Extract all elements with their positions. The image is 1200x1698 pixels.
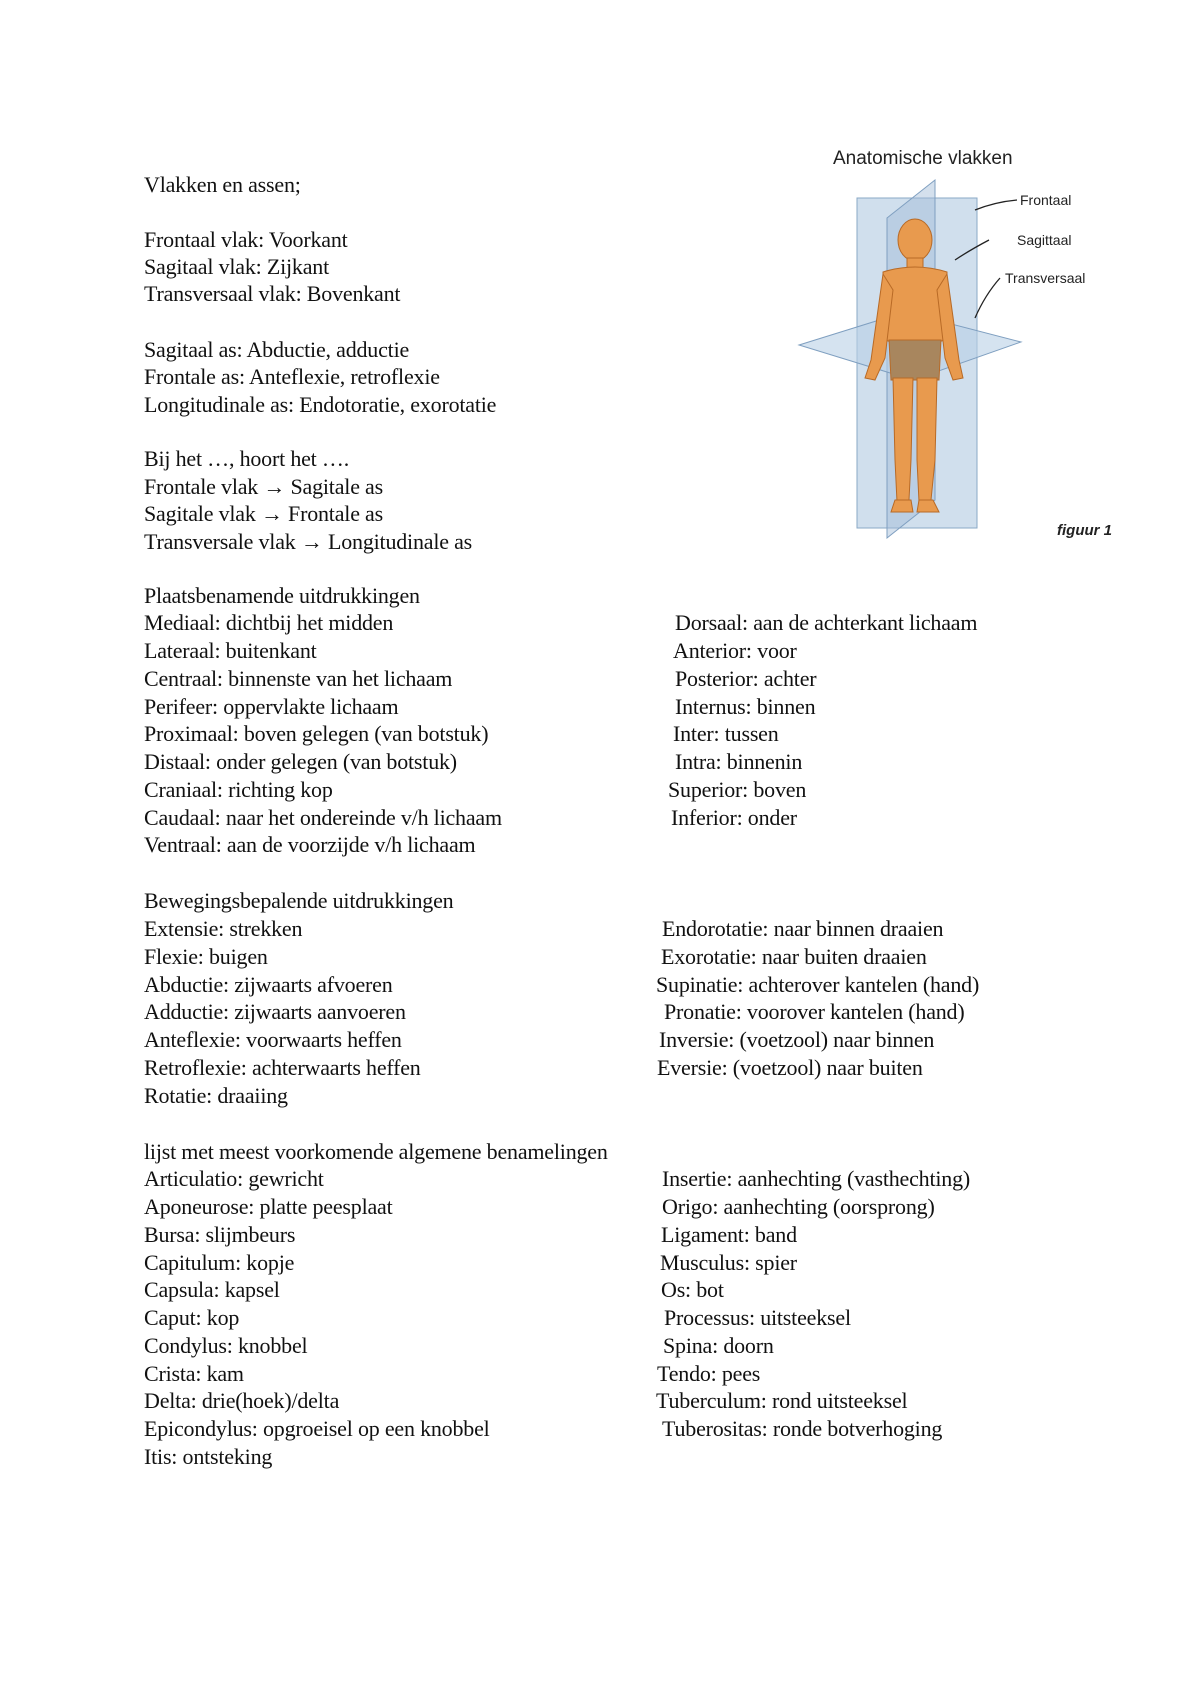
location-heading: Plaatsbenamende uitdrukkingen xyxy=(144,583,420,608)
general-term: Epicondylus: opgroeisel op een knobbel xyxy=(144,1416,490,1441)
label-transversaal: Transversaal xyxy=(1005,270,1086,286)
location-term: Internus: binnen xyxy=(675,694,816,719)
general-term: Ligament: band xyxy=(661,1222,797,1247)
movement-term: Exorotatie: naar buiten draaien xyxy=(661,944,927,969)
location-term: Centraal: binnenste van het lichaam xyxy=(144,666,453,691)
frontal-pointer xyxy=(975,200,1017,210)
movement-term: Pronatie: voorover kantelen (hand) xyxy=(664,999,965,1024)
figure-caption: figuur 1 xyxy=(1057,522,1112,539)
location-term: Dorsaal: aan de achterkant lichaam xyxy=(675,610,978,635)
movement-term: Flexie: buigen xyxy=(144,944,268,969)
location-term: Distaal: onder gelegen (van botstuk) xyxy=(144,749,457,774)
axis-definition: Longitudinale as: Endotoratie, exorotatie xyxy=(144,392,497,417)
movement-term: Extensie: strekken xyxy=(144,916,303,941)
movement-term: Retroflexie: achterwaarts heffen xyxy=(144,1055,421,1080)
general-term: Capsula: kapsel xyxy=(144,1277,280,1302)
general-term: Caput: kop xyxy=(144,1305,240,1330)
general-term: Origo: aanhechting (oorsprong) xyxy=(662,1194,935,1219)
location-term: Inferior: onder xyxy=(671,805,797,830)
general-term: Tuberculum: rond uitsteeksel xyxy=(656,1388,908,1413)
movement-term: Abductie: zijwaarts afvoeren xyxy=(144,972,393,997)
pairs-heading: Bij het …, hoort het …. xyxy=(144,446,349,471)
location-term: Mediaal: dichtbij het midden xyxy=(144,610,394,635)
figure-title: Anatomische vlakken xyxy=(833,148,1013,169)
location-term: Posterior: achter xyxy=(675,666,817,691)
movement-term: Supinatie: achterover kantelen (hand) xyxy=(656,972,980,997)
general-term: Aponeurose: platte peesplaat xyxy=(144,1194,393,1219)
general-term: Crista: kam xyxy=(144,1361,244,1386)
general-term: Musculus: spier xyxy=(660,1250,797,1275)
general-term: Itis: ontsteking xyxy=(144,1444,273,1469)
location-term: Craniaal: richting kop xyxy=(144,777,333,802)
plane-definition: Transversaal vlak: Bovenkant xyxy=(144,281,401,306)
location-term: Caudaal: naar het ondereinde v/h lichaam xyxy=(144,805,502,830)
axis-definition: Frontale as: Anteflexie, retroflexie xyxy=(144,364,440,389)
general-term: Articulatio: gewricht xyxy=(144,1166,324,1191)
location-term: Perifeer: oppervlakte lichaam xyxy=(144,694,399,719)
general-term: Spina: doorn xyxy=(663,1333,774,1358)
transversal-pointer xyxy=(975,278,1000,318)
plane-axis-pair: Frontale vlak → Sagitale as xyxy=(144,474,383,499)
general-term: Delta: drie(hoek)/delta xyxy=(144,1388,340,1413)
plane-definition: Sagitaal vlak: Zijkant xyxy=(144,254,329,279)
general-term: Bursa: slijmbeurs xyxy=(144,1222,296,1247)
location-term: Anterior: voor xyxy=(673,638,797,663)
movement-heading: Bewegingsbepalende uitdrukkingen xyxy=(144,888,454,913)
movement-term: Anteflexie: voorwaarts heffen xyxy=(144,1027,402,1052)
label-sagittaal: Sagittaal xyxy=(1017,232,1072,248)
location-term: Proximaal: boven gelegen (van botstuk) xyxy=(144,721,489,746)
location-term: Lateraal: buitenkant xyxy=(144,638,317,663)
general-term: Tendo: pees xyxy=(657,1361,761,1386)
location-term: Inter: tussen xyxy=(673,721,779,746)
general-term: Condylus: knobbel xyxy=(144,1333,308,1358)
plane-axis-pair: Transversale vlak → Longitudinale as xyxy=(144,529,473,554)
movement-term: Adductie: zijwaarts aanvoeren xyxy=(144,999,406,1024)
movement-term: Inversie: (voetzool) naar binnen xyxy=(659,1027,935,1052)
anatomy-illustration xyxy=(795,140,1130,550)
general-heading: lijst met meest voorkomende algemene benamelingen xyxy=(144,1139,608,1164)
movement-term: Rotatie: draaiing xyxy=(144,1083,288,1108)
plane-definition: Frontaal vlak: Voorkant xyxy=(144,227,348,252)
location-term: Ventraal: aan de voorzijde v/h lichaam xyxy=(144,832,476,857)
general-term: Tuberositas: ronde botverhoging xyxy=(662,1416,943,1441)
label-frontaal: Frontaal xyxy=(1020,192,1072,208)
anatomical-planes-figure xyxy=(795,140,1130,550)
general-term: Insertie: aanhechting (vasthechting) xyxy=(662,1166,971,1191)
location-term: Superior: boven xyxy=(668,777,807,802)
intro-heading: Vlakken en assen; xyxy=(144,172,301,197)
general-term: Capitulum: kopje xyxy=(144,1250,295,1275)
movement-term: Endorotatie: naar binnen draaien xyxy=(662,916,944,941)
general-term: Os: bot xyxy=(661,1277,724,1302)
movement-term: Eversie: (voetzool) naar buiten xyxy=(657,1055,923,1080)
axis-definition: Sagitaal as: Abductie, adductie xyxy=(144,337,410,362)
plane-axis-pair: Sagitale vlak → Frontale as xyxy=(144,501,383,526)
location-term: Intra: binnenin xyxy=(675,749,803,774)
general-term: Processus: uitsteeksel xyxy=(664,1305,851,1330)
